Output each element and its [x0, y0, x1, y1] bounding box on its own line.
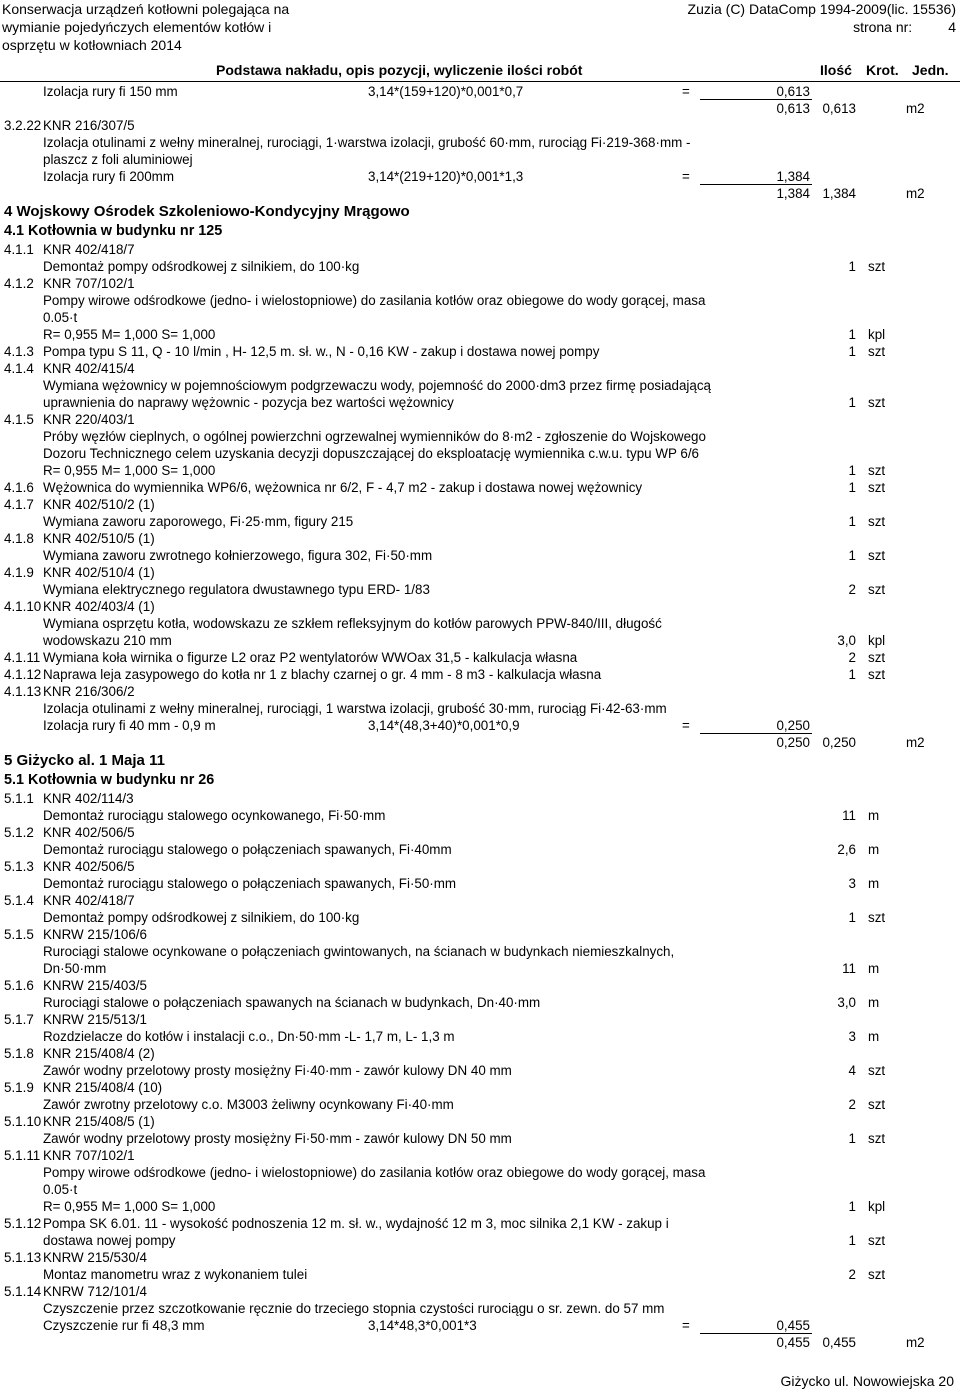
subsection-title: 5.1 Kotłownia w budynku nr 26	[4, 772, 215, 788]
quantity: 3	[848, 1029, 856, 1044]
position-text: KNR 402/510/2 (1)	[43, 497, 155, 512]
quantity: 1	[848, 1131, 856, 1146]
calculation-result: 0,455	[776, 1318, 810, 1333]
summary-row	[0, 734, 960, 751]
position-row	[0, 1249, 960, 1266]
description-row	[0, 547, 960, 564]
unit: szt	[868, 395, 886, 410]
position-number: 4.1.4	[4, 361, 34, 376]
position-number: 4.1.2	[4, 276, 34, 291]
position-text: KNR 215/408/4 (10)	[43, 1080, 163, 1095]
position-text: Pompa SK 6.01. 11 - wysokość podnoszenia 12 m. sł. w., wydajność 12 m 3, moc silnika 2,1 KW - zakup i	[43, 1216, 669, 1231]
section-heading	[0, 751, 960, 771]
position-number: 5.1.7	[4, 1012, 34, 1027]
position-row	[0, 1283, 960, 1300]
position-number: 5.1.8	[4, 1046, 34, 1061]
quantity: 1	[848, 910, 856, 925]
unit: szt	[868, 514, 886, 529]
header-left-line: Konserwacja urządzeń kotłowni polegająca na	[2, 1, 290, 17]
position-row	[0, 360, 960, 377]
position-text: KNRW 215/513/1	[43, 1012, 147, 1027]
calculation-row	[0, 1317, 960, 1334]
position-number: 5.1.3	[4, 859, 34, 874]
position-text: Naprawa leja zasypowego do kotła nr 1 z blachy czarnej o gr. 4 mm - 8 m3 - kalkulacja własna	[43, 667, 602, 682]
position-row	[0, 683, 960, 700]
calculation-label: Izolacja rury fi 150 mm	[43, 84, 178, 99]
unit: szt	[868, 344, 886, 359]
unit: szt	[868, 582, 886, 597]
unit: szt	[868, 548, 886, 563]
calculation-result: 0,250	[776, 718, 810, 733]
subtotal: 0,455	[776, 1335, 810, 1350]
description-row	[0, 1232, 960, 1249]
description-row	[0, 134, 960, 151]
column-unit: Jedn.	[912, 62, 949, 78]
position-row	[0, 892, 960, 909]
equals-sign: =	[682, 718, 690, 733]
position-row	[0, 824, 960, 841]
unit: kpl	[868, 327, 886, 342]
quantity: 1	[848, 327, 856, 342]
position-number: 5.1.1	[4, 791, 34, 806]
header-left-line: wymianie pojedyńczych elementów kotłów i	[2, 19, 272, 35]
unit: m	[868, 876, 880, 891]
position-text: KNR 402/114/3	[43, 791, 134, 806]
quantity: 1	[848, 463, 856, 478]
position-row	[0, 1147, 960, 1164]
position-row	[0, 598, 960, 615]
unit: m2	[906, 186, 925, 201]
position-row	[0, 858, 960, 875]
page-number: 4	[948, 19, 956, 35]
description-text: Wymiana wężownicy w pojemnościowym podgrzewaczu wody, pojemność do 2000·dm3 przez firmę posiadającą	[43, 378, 711, 393]
position-number: 4.1.11	[4, 650, 41, 665]
calculation-result: 0,613	[776, 84, 810, 99]
position-row	[0, 1215, 960, 1232]
position-text: KNR 402/510/4 (1)	[43, 565, 155, 580]
description-text: Demontaż pompy odśrodkowej z silnikiem, do 100·kg	[43, 910, 360, 925]
description-row	[0, 632, 960, 649]
description-row	[0, 807, 960, 824]
quantity-total: 0,455	[822, 1335, 856, 1350]
position-row	[0, 1079, 960, 1096]
unit: kpl	[868, 1199, 886, 1214]
unit: szt	[868, 910, 886, 925]
quantity: 1	[848, 480, 856, 495]
description-row	[0, 428, 960, 445]
description-text: R= 0,955 M= 1,000 S= 1,000	[43, 327, 216, 342]
position-row	[0, 977, 960, 994]
position-text: KNR 216/307/5	[43, 118, 135, 133]
quantity: 2	[848, 1267, 856, 1282]
position-text: KNR 707/102/1	[43, 276, 135, 291]
position-number: 4.1.7	[4, 497, 34, 512]
header-left-line: osprzętu w kotłowniach 2014	[2, 37, 182, 53]
quantity: 2	[848, 582, 856, 597]
description-text: Rozdzielacze do kotłów i instalacji c.o., Dn·50·mm -L- 1,7 m, L- 1,3 m	[43, 1029, 455, 1044]
quantity-total: 0,250	[822, 735, 856, 750]
position-number: 3.2.22	[4, 118, 42, 133]
quantity: 1	[848, 548, 856, 563]
column-header	[0, 61, 960, 82]
summary-row	[0, 100, 960, 117]
footer-address: Giżycko ul. Nowowiejska 20	[780, 1373, 954, 1389]
description-row	[0, 1164, 960, 1181]
unit: szt	[868, 667, 886, 682]
column-krot: Krot.	[866, 62, 899, 78]
unit: kpl	[868, 633, 886, 648]
description-text: Rurociągi stalowe ocynkowane o połączeniach gwintowanych, na ścianach w budynkach niemieszkalnych,	[43, 944, 675, 959]
equals-sign: =	[682, 84, 690, 99]
position-text: Wymiana koła wirnika o figurze L2 oraz P2 wentylatorów WWOax 31,5 - kalkulacja własna	[43, 650, 578, 665]
description-row	[0, 513, 960, 530]
description-row	[0, 875, 960, 892]
description-text: R= 0,955 M= 1,000 S= 1,000	[43, 1199, 216, 1214]
position-row	[0, 275, 960, 292]
position-row	[0, 564, 960, 581]
description-text: Montaz manometru wraz z wykonaniem tulei	[43, 1267, 308, 1282]
position-row	[0, 649, 960, 666]
position-row	[0, 117, 960, 134]
position-number: 5.1.5	[4, 927, 34, 942]
header-left	[2, 0, 289, 54]
page-indicator	[688, 18, 956, 36]
quantity: 2	[848, 650, 856, 665]
description-text: 0.05·t	[43, 1182, 78, 1197]
unit: m	[868, 995, 880, 1010]
position-number: 5.1.6	[4, 978, 34, 993]
quantity: 1	[848, 395, 856, 410]
unit: szt	[868, 1131, 886, 1146]
unit: m	[868, 1029, 880, 1044]
description-row	[0, 1181, 960, 1198]
position-number: 5.1.10	[4, 1114, 42, 1129]
description-text: Wymiana elektrycznego regulatora dwustawnego typu ERD- 1/83	[43, 582, 430, 597]
description-text: Wymiana zaworu zaporowego, Fi·25·mm, figury 215	[43, 514, 354, 529]
quantity: 2,6	[837, 842, 856, 857]
position-text: KNR 215/408/5 (1)	[43, 1114, 155, 1129]
position-row	[0, 1045, 960, 1062]
description-row	[0, 700, 960, 717]
description-text: Zawór wodny przelotowy prosty mosiężny Fi·50·mm - zawór kulowy DN 50 mm	[43, 1131, 512, 1146]
position-text: KNR 220/403/1	[43, 412, 135, 427]
position-text: KNR 402/418/7	[43, 893, 135, 908]
position-text: KNRW 712/101/4	[43, 1284, 147, 1299]
summary-row	[0, 185, 960, 202]
subsection-title: 4.1 Kotłownia w budynku nr 125	[4, 223, 223, 239]
position-row	[0, 496, 960, 513]
description-text: Próby węzłów cieplnych, o ogólnej powierzchni ogrzewalnej wymienników do 8·m2 - zgłoszenie do Wojskowego	[43, 429, 706, 444]
description-row	[0, 909, 960, 926]
quantity: 1	[848, 514, 856, 529]
description-row	[0, 960, 960, 977]
description-text: uprawnienia do naprawy wężownic - pozycja bez wartości wężownicy	[43, 395, 454, 410]
position-row	[0, 530, 960, 547]
description-row	[0, 377, 960, 394]
unit: szt	[868, 650, 886, 665]
description-row	[0, 581, 960, 598]
position-text: KNR 215/408/4 (2)	[43, 1046, 155, 1061]
subsection-heading	[0, 222, 960, 241]
calculation-row	[0, 168, 960, 185]
position-number: 4.1.5	[4, 412, 34, 427]
unit: szt	[868, 1097, 886, 1112]
position-text: KNR 402/506/5	[43, 825, 135, 840]
quantity: 3,0	[837, 633, 856, 648]
description-text: Rurociągi stalowe o połączeniach spawanych na ścianach w budynkach, Dn·40·mm	[43, 995, 541, 1010]
position-text: KNR 402/415/4	[43, 361, 135, 376]
calculation-label: Izolacja rury fi 40 mm - 0,9 m	[43, 718, 216, 733]
unit: m2	[906, 101, 925, 116]
subtotal: 0,613	[776, 101, 810, 116]
quantity-total: 0,613	[822, 101, 856, 116]
description-text: Izolacja otulinami z wełny mineralnej, rurociągi, 1·warstwa izolacji, grubość 60·mm, rurociąg Fi·219-368·mm -	[43, 135, 691, 150]
calculation-row	[0, 717, 960, 734]
quantity: 1	[848, 1233, 856, 1248]
position-row	[0, 1113, 960, 1130]
header-right	[688, 0, 956, 36]
description-text: Demontaż rurociągu stalowego o połączeniach spawanych, Fi·50·mm	[43, 876, 457, 891]
description-text: Wymiana osprzętu kotła, wodowskazu ze szkłem refleksyjnym do kotłów parowych PPW-840/III, długość	[43, 616, 662, 631]
unit: szt	[868, 480, 886, 495]
position-row	[0, 343, 960, 360]
calculation-label: Czyszczenie rur fi 48,3 mm	[43, 1318, 205, 1333]
unit: m	[868, 961, 880, 976]
description-row	[0, 151, 960, 168]
position-row	[0, 241, 960, 258]
position-number: 5.1.12	[4, 1216, 42, 1231]
unit: szt	[868, 1267, 886, 1282]
position-number: 5.1.2	[4, 825, 34, 840]
position-text: KNR 402/418/7	[43, 242, 135, 257]
unit: m	[868, 842, 880, 857]
position-text: KNR 216/306/2	[43, 684, 135, 699]
description-text: Demontaż pompy odśrodkowej z silnikiem, do 100·kg	[43, 259, 360, 274]
description-row	[0, 462, 960, 479]
calculation-formula: 3,14*(159+120)*0,001*0,7	[368, 84, 524, 99]
calculation-formula: 3,14*(48,3+40)*0,001*0,9	[368, 718, 520, 733]
unit: szt	[868, 1233, 886, 1248]
quantity: 1	[848, 259, 856, 274]
description-row	[0, 1028, 960, 1045]
unit: m2	[906, 1335, 925, 1350]
description-text: wodowskazu 210 mm	[43, 633, 172, 648]
subtotal: 0,250	[776, 735, 810, 750]
description-row	[0, 1266, 960, 1283]
unit: m2	[906, 735, 925, 750]
quantity: 11	[842, 808, 856, 823]
position-text: KNR 707/102/1	[43, 1148, 135, 1163]
calculation-label: Izolacja rury fi 200mm	[43, 169, 174, 184]
position-number: 4.1.10	[4, 599, 42, 614]
position-text: KNR 402/506/5	[43, 859, 135, 874]
unit: szt	[868, 463, 886, 478]
description-row	[0, 1096, 960, 1113]
position-text: KNRW 215/106/6	[43, 927, 147, 942]
calculation-result: 1,384	[776, 169, 810, 184]
description-text: dostawa nowej pompy	[43, 1233, 176, 1248]
position-number: 4.1.9	[4, 565, 34, 580]
position-text: KNR 402/510/5 (1)	[43, 531, 155, 546]
description-row	[0, 258, 960, 275]
description-row	[0, 309, 960, 326]
position-text: KNR 402/403/4 (1)	[43, 599, 155, 614]
description-text: Pompy wirowe odśrodkowe (jedno- i wielostopniowe) do zasilania kotłów oraz obiegowe do wody gorącej, masa	[43, 1165, 706, 1180]
description-row	[0, 326, 960, 343]
position-number: 5.1.9	[4, 1080, 34, 1095]
cost-table	[0, 83, 960, 1351]
position-row	[0, 790, 960, 807]
column-quantity: Ilość	[820, 62, 852, 78]
quantity: 2	[848, 1097, 856, 1112]
section-heading	[0, 202, 960, 222]
position-row	[0, 666, 960, 683]
section-title: 5 Giżycko al. 1 Maja 11	[4, 752, 165, 769]
description-text: Czyszczenie przez szczotkowanie ręcznie do trzeciego stopnia czystości rurociągu o sr. zewn. do 57 mm	[43, 1301, 665, 1316]
quantity: 3	[848, 876, 856, 891]
quantity: 1	[848, 1199, 856, 1214]
description-row	[0, 1300, 960, 1317]
quantity: 4	[848, 1063, 856, 1078]
position-text: KNRW 215/403/5	[43, 978, 147, 993]
description-text: Wymiana zaworu zwrotnego kołnierzowego, figura 302, Fi·50·mm	[43, 548, 433, 563]
quantity-total: 1,384	[822, 186, 856, 201]
description-text: Zawór zwrotny przelotowy c.o. M3003 żeliwny ocynkowany Fi·40·mm	[43, 1097, 454, 1112]
description-row	[0, 394, 960, 411]
position-number: 5.1.11	[4, 1148, 41, 1163]
position-text: KNRW 215/530/4	[43, 1250, 147, 1265]
description-text: 0.05·t	[43, 310, 78, 325]
description-row	[0, 615, 960, 632]
position-number: 5.1.13	[4, 1250, 42, 1265]
calculation-formula: 3,14*(219+120)*0,001*1,3	[368, 169, 524, 184]
position-number: 4.1.8	[4, 531, 34, 546]
description-text: Demontaż rurociągu stalowego ocynkowanego, Fi·50·mm	[43, 808, 386, 823]
calculation-row	[0, 83, 960, 100]
description-text: Dn·50·mm	[43, 961, 107, 976]
position-number: 5.1.14	[4, 1284, 42, 1299]
unit: szt	[868, 259, 886, 274]
description-text: Dozoru Technicznego celem uzyskania decyzji dopuszczającej do eksploatację wymiennika c.w.u. typu WP 6/6	[43, 446, 699, 461]
description-row	[0, 943, 960, 960]
description-row	[0, 1130, 960, 1147]
position-number: 4.1.13	[4, 684, 42, 699]
description-text: R= 0,955 M= 1,000 S= 1,000	[43, 463, 216, 478]
position-text: Wężownica do wymiennika WP6/6, wężownica nr 6/2, F - 4,7 m2 - zakup i dostawa nowej wężownicy	[43, 480, 643, 495]
unit: szt	[868, 1063, 886, 1078]
page-label: strona nr:	[853, 19, 913, 35]
summary-row	[0, 1334, 960, 1351]
description-text: Izolacja otulinami z wełny mineralnej, rurociągi, 1 warstwa izolacji, grubość 30·mm, rurociąg Fi·42-63·mm	[43, 701, 667, 716]
position-number: 4.1.6	[4, 480, 34, 495]
position-row	[0, 1011, 960, 1028]
equals-sign: =	[682, 169, 690, 184]
position-row	[0, 411, 960, 428]
description-text: plaszcz z foli aluminiowej	[43, 152, 193, 167]
position-text: Pompa typu S 11, Q - 10 l/min , H- 12,5 m. sł. w., N - 0,16 KW - zakup i dostawa nowej pompy	[43, 344, 600, 359]
quantity: 1	[848, 667, 856, 682]
position-number: 5.1.4	[4, 893, 34, 908]
position-number: 4.1.3	[4, 344, 34, 359]
position-row	[0, 926, 960, 943]
column-description: Podstawa nakładu, opis pozycji, wyliczenie ilości robót	[216, 62, 583, 78]
position-row	[0, 479, 960, 496]
description-text: Pompy wirowe odśrodkowe (jedno- i wielostopniowe) do zasilania kotłów oraz obiegowe do wody gorącej, masa	[43, 293, 706, 308]
calculation-formula: 3,14*48,3*0,001*3	[368, 1318, 477, 1333]
section-title: 4 Wojskowy Ośrodek Szkoleniowo-Kondycyjny Mrągowo	[4, 203, 410, 220]
description-row	[0, 841, 960, 858]
description-text: Zawór wodny przelotowy prosty mosiężny Fi·40·mm - zawór kulowy DN 40 mm	[43, 1063, 512, 1078]
subsection-heading	[0, 771, 960, 790]
quantity: 3,0	[837, 995, 856, 1010]
description-row	[0, 1062, 960, 1079]
description-text: Demontaż rurociągu stalowego o połączeniach spawanych, Fi·40mm	[43, 842, 452, 857]
subtotal: 1,384	[776, 186, 810, 201]
header-software: Zuzia (C) DataComp 1994-2009(lic. 15536)	[687, 1, 956, 17]
unit: m	[868, 808, 880, 823]
description-row	[0, 994, 960, 1011]
position-number: 4.1.12	[4, 667, 42, 682]
description-row	[0, 1198, 960, 1215]
quantity: 11	[842, 961, 856, 976]
equals-sign: =	[682, 1318, 690, 1333]
quantity: 1	[848, 344, 856, 359]
position-number: 4.1.1	[4, 242, 34, 257]
description-row	[0, 292, 960, 309]
description-row	[0, 445, 960, 462]
